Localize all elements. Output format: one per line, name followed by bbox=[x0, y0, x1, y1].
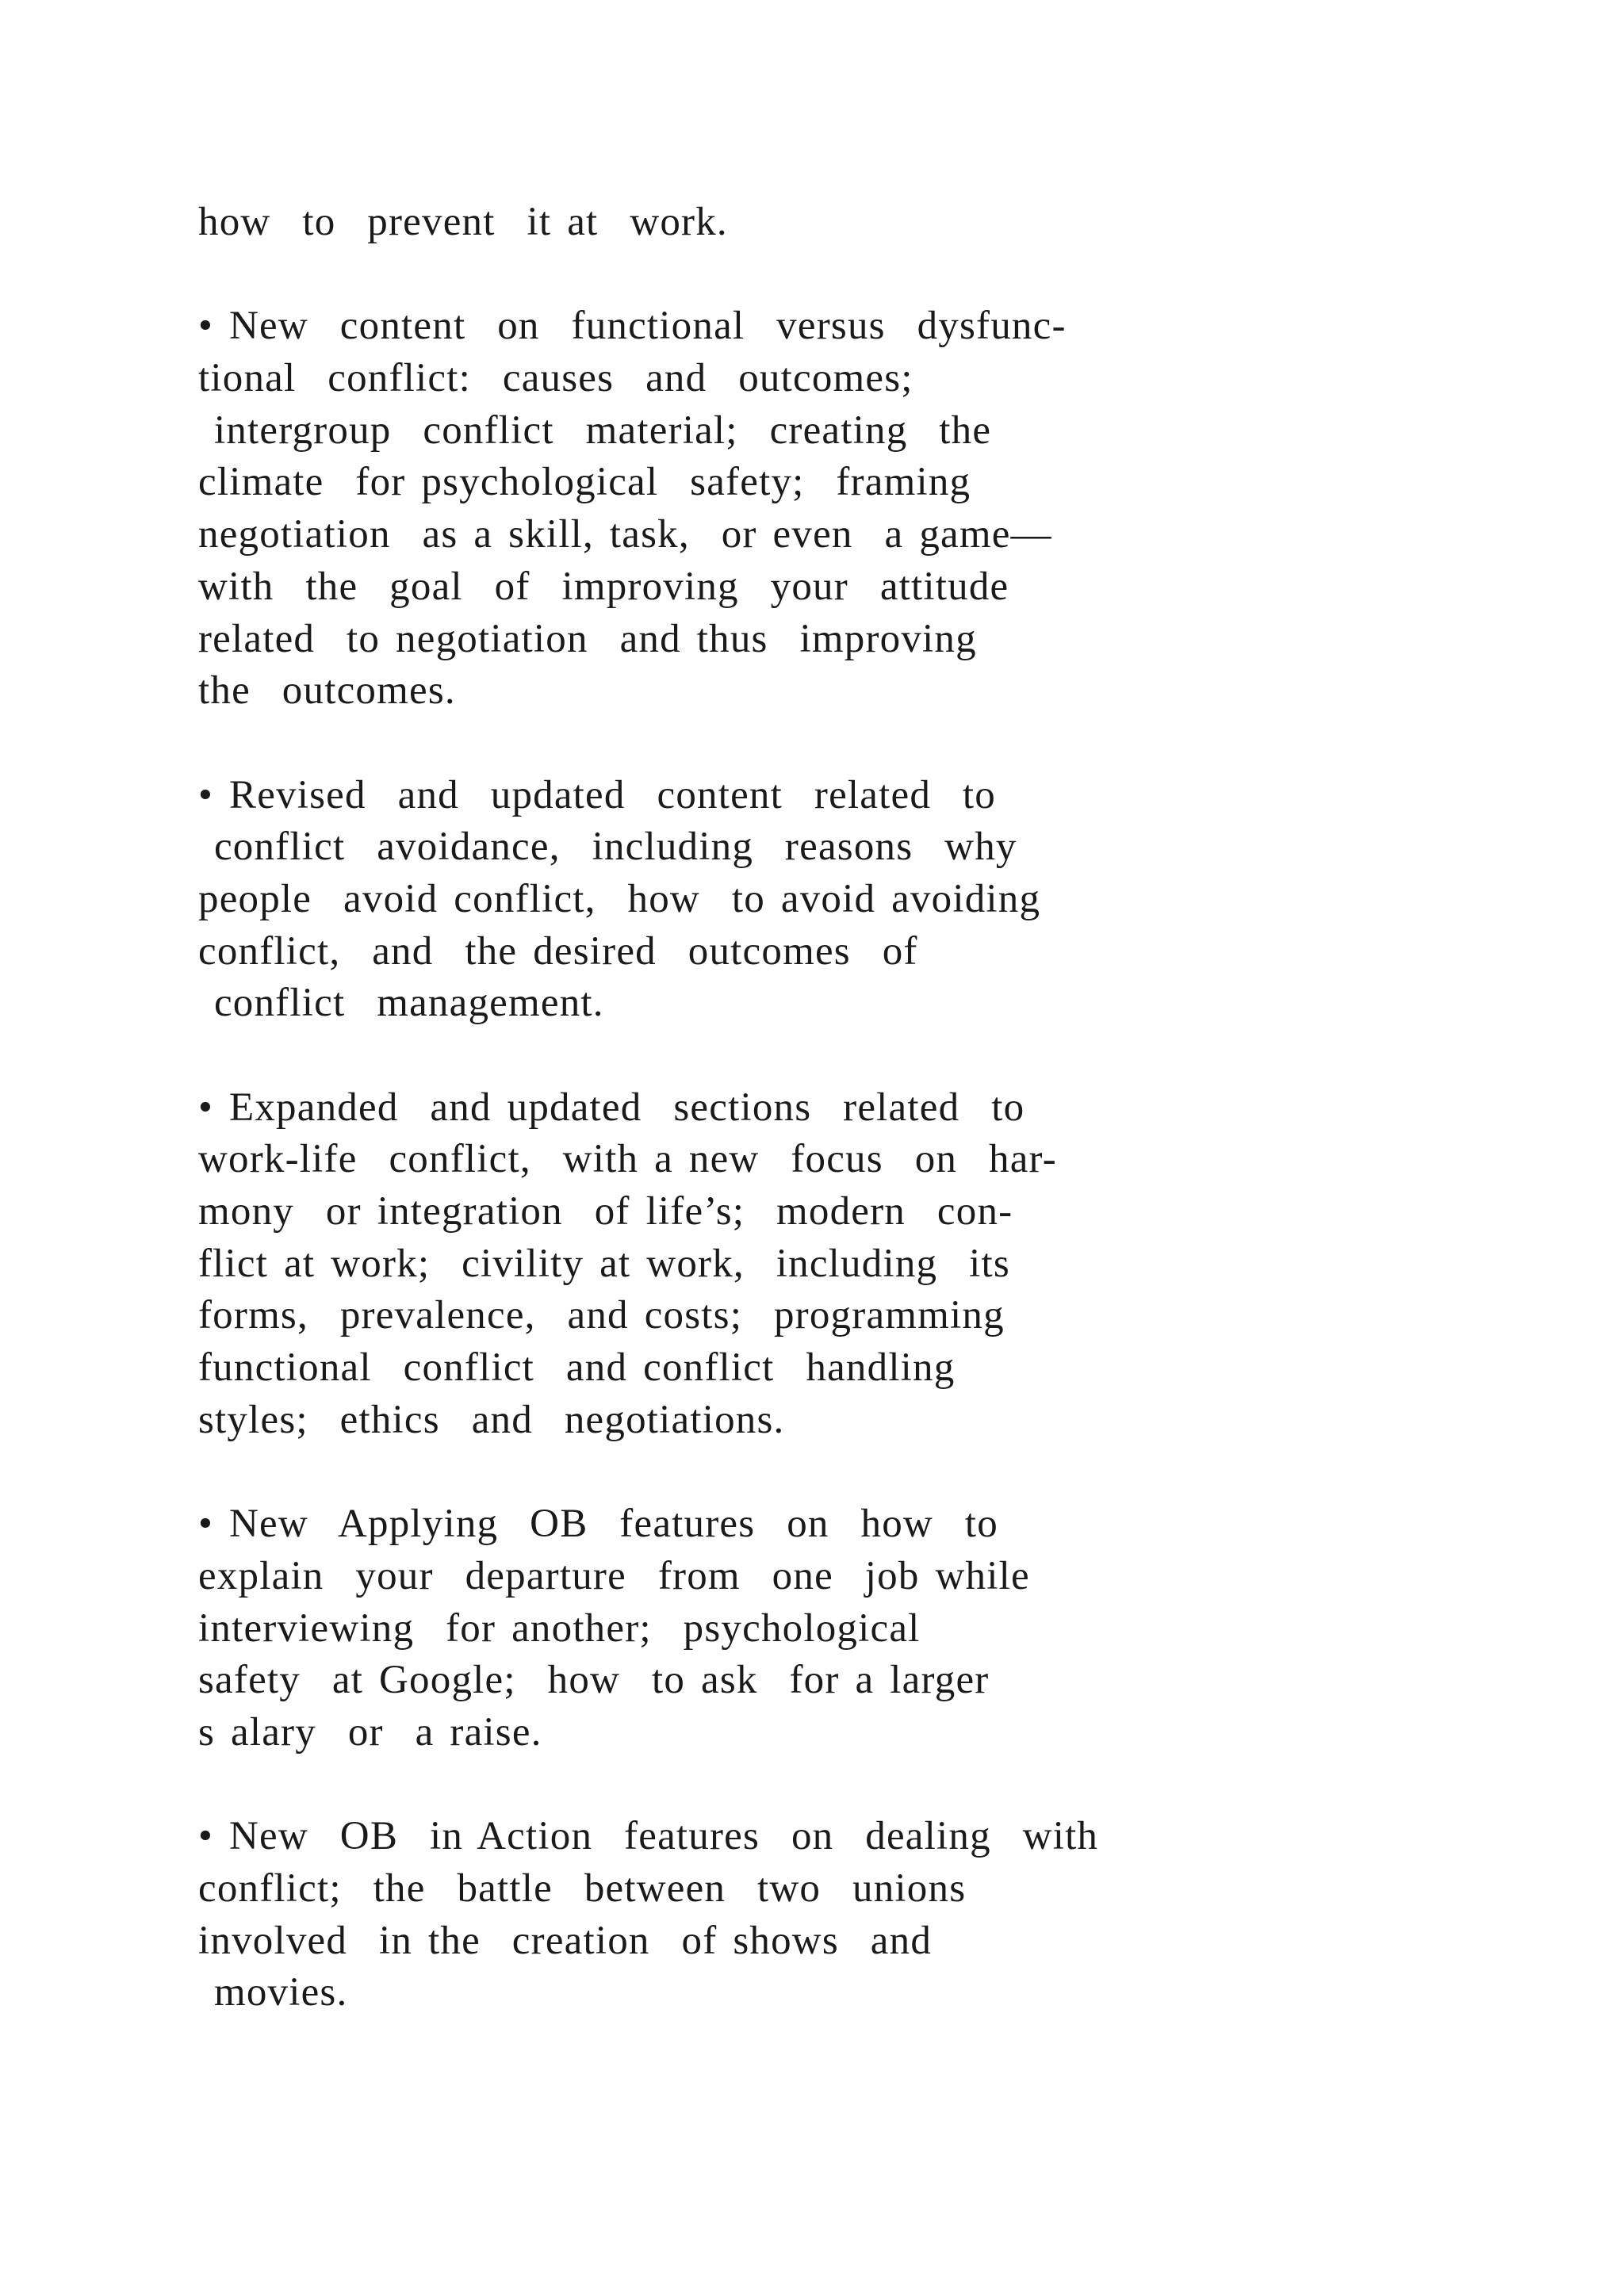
text-line: • Revised and updated content related to bbox=[198, 772, 997, 817]
paragraph-gap bbox=[198, 1447, 1467, 1499]
text-line: conflict management. bbox=[198, 981, 604, 1026]
bullet-work-life-conflict bbox=[198, 1082, 1467, 1447]
text-line: intergroup conflict material; creating the bbox=[198, 408, 992, 453]
paragraph-gap bbox=[198, 249, 1467, 301]
text-line: interviewing for another; psychological bbox=[198, 1605, 921, 1651]
text-line: involved in the creation of shows and bbox=[198, 1918, 933, 1963]
text-line: functional conflict and conflict handling bbox=[198, 1345, 956, 1391]
text-line: flict at work; civility at work, including its bbox=[198, 1241, 1010, 1286]
text-line: negotiation as a skill, task, or even a game— bbox=[198, 512, 1052, 557]
text-line: climate for psychological safety; framing bbox=[198, 460, 971, 505]
text-line: s alary or a raise. bbox=[198, 1709, 542, 1755]
text-line: the outcomes. bbox=[198, 668, 456, 714]
paragraph-gap bbox=[198, 1759, 1467, 1812]
text-line: • New OB in Action features on dealing with bbox=[198, 1814, 1099, 1859]
text-line: work-life conflict, with a new focus on har- bbox=[198, 1137, 1057, 1182]
text-line: mony or integration of life’s; modern con- bbox=[198, 1189, 1013, 1234]
bullet-applying-ob bbox=[198, 1498, 1467, 1758]
text-line: how to prevent it at work. bbox=[198, 200, 728, 244]
body-text bbox=[198, 197, 1467, 2019]
text-line: people avoid conflict, how to avoid avoiding bbox=[198, 876, 1041, 921]
text-line: forms, prevalence, and costs; programming bbox=[198, 1293, 1005, 1338]
text-line: safety at Google; how to ask for a larger bbox=[198, 1658, 990, 1703]
text-line: styles; ethics and negotiations. bbox=[198, 1397, 785, 1442]
text-line: • New content on functional versus dysfunc- bbox=[198, 304, 1067, 349]
text-line: • New Applying OB features on how to bbox=[198, 1502, 998, 1547]
text-line: movies. bbox=[198, 1970, 348, 2015]
text-line: tional conflict: causes and outcomes; bbox=[198, 356, 914, 401]
intro-paragraph bbox=[198, 197, 1467, 249]
text-line: conflict avoidance, including reasons why bbox=[198, 825, 1017, 870]
paragraph-gap bbox=[198, 718, 1467, 770]
text-line: related to negotiation and thus improving bbox=[198, 616, 977, 661]
bullet-conflict-avoidance bbox=[198, 770, 1467, 1030]
bullet-conflict-content bbox=[198, 300, 1467, 718]
bullet-ob-in-action bbox=[198, 1811, 1467, 2019]
paragraph-gap bbox=[198, 1030, 1467, 1082]
text-line: • Expanded and updated sections related to bbox=[198, 1085, 1025, 1130]
text-line: conflict; the battle between two unions bbox=[198, 1866, 967, 1911]
text-line: explain your departure from one job while bbox=[198, 1553, 1030, 1598]
text-line: with the goal of improving your attitude bbox=[198, 564, 1009, 609]
text-line: conflict, and the desired outcomes of bbox=[198, 928, 918, 974]
